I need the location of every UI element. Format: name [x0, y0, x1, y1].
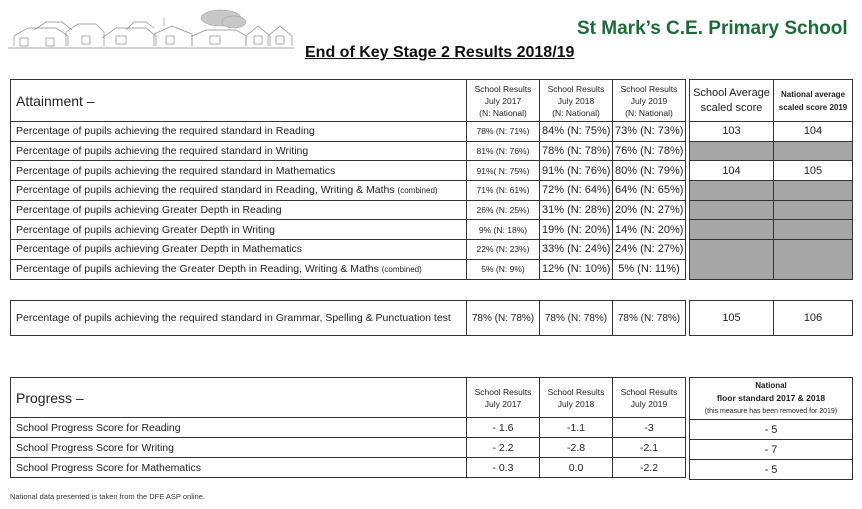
col-header-line: July 2017: [484, 398, 522, 409]
table-row: [11, 220, 686, 240]
gray-cell: [690, 240, 774, 279]
col-header-line: School Results: [474, 83, 532, 94]
cell-2019: 64% (N: 65%): [613, 181, 686, 201]
scaled-row-gray: [690, 220, 853, 240]
cell-2019: 5% (N: 11%): [613, 259, 686, 279]
cell-2019: 24% (N: 27%): [613, 240, 686, 260]
table-row: [690, 420, 853, 440]
cell-2017: 71% (N: 61%): [467, 181, 540, 201]
cell-2019: 76% (N: 78%): [613, 141, 686, 161]
col-header-2018: [540, 378, 613, 418]
floor-reading: - 5: [690, 420, 853, 440]
page-title: End of Key Stage 2 Results 2018/19: [305, 44, 575, 61]
cell-2018: 72% (N: 64%): [540, 181, 613, 201]
floor-standard-header: [690, 378, 853, 420]
table-row: [11, 141, 686, 161]
attainment-header-row: [11, 80, 686, 122]
cell-2017: 78% (N: 71%): [467, 122, 540, 142]
col-header-2018: [540, 80, 613, 122]
row-label: [11, 259, 467, 279]
col-header-line: School Results: [474, 386, 532, 397]
table-row: [11, 438, 686, 458]
header-line: National average: [780, 89, 846, 99]
gray-cell: [774, 141, 853, 161]
scaled-row-maths: [690, 161, 853, 181]
table-row: [11, 259, 686, 279]
col-header-2019: [613, 378, 686, 418]
col-header-line: (N: National): [479, 107, 527, 118]
cell-2019: 73% (N: 73%): [613, 122, 686, 142]
footnote: National data presented is taken from the DFE ASP online.: [10, 492, 205, 501]
table-row: [11, 418, 686, 438]
cell-2017: 91%( N: 75%): [467, 161, 540, 181]
cell-2018: -1.1: [540, 418, 613, 438]
gps-2018: 78% (N: 78%): [540, 301, 613, 336]
cell-2018: 31% (N: 28%): [540, 200, 613, 220]
row-label-text: Percentage of pupils achieving the Greater Depth in Reading, Writing & Maths: [16, 263, 379, 276]
scaled-row-gray: [690, 240, 853, 279]
gray-cell: [690, 200, 774, 220]
gps-school-average: 105: [690, 301, 774, 336]
school-average-reading: 103: [690, 122, 774, 142]
gray-cell: [774, 181, 853, 201]
scaled-score-table: [689, 79, 853, 280]
row-label-text: Percentage of pupils achieving the required standard in Reading, Writing & Maths: [16, 184, 395, 197]
table-row: [11, 122, 686, 142]
table-row: [11, 240, 686, 260]
header-line: scaled score: [700, 101, 763, 114]
gps-table: [10, 300, 686, 336]
col-header-line: July 2019: [630, 398, 668, 409]
row-label: [11, 161, 467, 181]
table-row: [11, 181, 686, 201]
col-header-line: July 2018: [557, 398, 595, 409]
cell-2018: 33% (N: 24%): [540, 240, 613, 260]
school-average-maths: 104: [690, 161, 774, 181]
gray-cell: [774, 200, 853, 220]
table-row: [11, 458, 686, 478]
row-label: [11, 220, 467, 240]
table-row: [690, 440, 853, 460]
col-header-line: July 2019: [630, 95, 668, 106]
scaled-row-gray: [690, 181, 853, 201]
row-label-text: Percentage of pupils achieving the required standard in Reading: [16, 125, 315, 138]
cell-2019: -2.2: [613, 458, 686, 478]
row-label-text: Percentage of pupils achieving Greater Depth in Mathematics: [16, 243, 302, 256]
cell-2019: 20% (N: 27%): [613, 200, 686, 220]
national-average-reading: 104: [774, 122, 853, 142]
gps-2019: 78% (N: 78%): [613, 301, 686, 336]
col-header-line: School Results: [620, 386, 678, 397]
scaled-header-row: [690, 80, 853, 122]
floor-header-line1: National: [755, 381, 787, 390]
header-line: School Average: [693, 86, 770, 99]
cell-2019: -3: [613, 418, 686, 438]
cell-2018: 0.0: [540, 458, 613, 478]
cell-2017: - 1.6: [467, 418, 540, 438]
row-label: School Progress Score for Reading: [11, 418, 467, 438]
national-average-maths: 105: [774, 161, 853, 181]
scaled-row-gray: [690, 200, 853, 220]
gps-national-average: 106: [774, 301, 853, 336]
row-label: School Progress Score for Writing: [11, 438, 467, 458]
cell-2017: 5% (N: 9%): [467, 259, 540, 279]
attainment-table: [10, 79, 686, 280]
header-line: scaled score 2019: [778, 102, 848, 112]
col-header-2019: [613, 80, 686, 122]
cell-2017: 26% (N: 25%): [467, 200, 540, 220]
row-label-suffix: (combined): [397, 186, 438, 196]
scaled-row-gray: [690, 141, 853, 161]
gray-cell: [774, 240, 853, 279]
gps-label: Percentage of pupils achieving the required standard in Grammar, Spelling & Punctuation test: [11, 301, 467, 336]
cell-2018: 19% (N: 20%): [540, 220, 613, 240]
gray-cell: [774, 220, 853, 240]
floor-writing: - 7: [690, 440, 853, 460]
col-header-line: School Results: [620, 83, 678, 94]
row-label: [11, 181, 467, 201]
floor-header-row: [690, 378, 853, 420]
row-label: [11, 122, 467, 142]
floor-header-line2: floor standard 2017 & 2018: [716, 393, 826, 403]
floor-header-note: (this measure has been removed for 2019): [704, 408, 838, 415]
row-label-text: Percentage of pupils achieving Greater Depth in Reading: [16, 204, 282, 217]
row-label-text: Percentage of pupils achieving the required standard in Writing: [16, 145, 309, 158]
floor-standard-table: [689, 377, 853, 480]
gray-cell: [690, 141, 774, 161]
row-label-suffix: (combined): [381, 265, 422, 275]
col-header-line: School Results: [547, 83, 605, 94]
floor-maths: - 5: [690, 460, 853, 480]
table-row: [690, 460, 853, 480]
cell-2018: 91% (N: 76%): [540, 161, 613, 181]
school-average-header: [690, 80, 774, 122]
attainment-section-label: Attainment –: [11, 80, 467, 122]
school-building-sketch-image: [6, 8, 296, 50]
table-row: [11, 301, 686, 336]
row-label: [11, 200, 467, 220]
gray-cell: [690, 181, 774, 201]
cell-2019: 80% (N: 79%): [613, 161, 686, 181]
cell-2018: 78% (N: 78%): [540, 141, 613, 161]
row-label-text: Percentage of pupils achieving the required standard in Mathematics: [16, 164, 336, 177]
col-header-line: School Results: [547, 386, 605, 397]
national-average-header: [774, 80, 853, 122]
cell-2018: 12% (N: 10%): [540, 259, 613, 279]
table-row: [11, 161, 686, 181]
cell-2017: 81% (N: 76%): [467, 141, 540, 161]
cell-2019: -2.1: [613, 438, 686, 458]
col-header-line: (N: National): [552, 107, 600, 118]
col-header-2017: [467, 80, 540, 122]
progress-section-label: Progress –: [11, 378, 467, 418]
progress-table: [10, 377, 686, 478]
cell-2017: - 0.3: [467, 458, 540, 478]
cell-2018: 84% (N: 75%): [540, 122, 613, 142]
cell-2018: -2.8: [540, 438, 613, 458]
col-header-2017: [467, 378, 540, 418]
row-label: School Progress Score for Mathematics: [11, 458, 467, 478]
row-label: [11, 141, 467, 161]
cell-2017: 22% (N: 23%): [467, 240, 540, 260]
gps-scaled-table: [689, 300, 853, 336]
col-header-line: July 2017: [484, 95, 522, 106]
col-header-line: (N: National): [625, 107, 673, 118]
scaled-row-reading: [690, 122, 853, 142]
table-row: [690, 301, 853, 336]
gps-2017: 78% (N: 78%): [467, 301, 540, 336]
gray-cell: [690, 220, 774, 240]
progress-header-row: [11, 378, 686, 418]
row-label: [11, 240, 467, 260]
cell-2017: 9% (N: 18%): [467, 220, 540, 240]
cell-2017: - 2.2: [467, 438, 540, 458]
col-header-line: July 2018: [557, 95, 595, 106]
cell-2019: 14% (N: 20%): [613, 220, 686, 240]
table-row: [11, 200, 686, 220]
row-label-text: Percentage of pupils achieving Greater Depth in Writing: [16, 223, 275, 236]
school-name: St Mark’s C.E. Primary School: [577, 18, 848, 39]
